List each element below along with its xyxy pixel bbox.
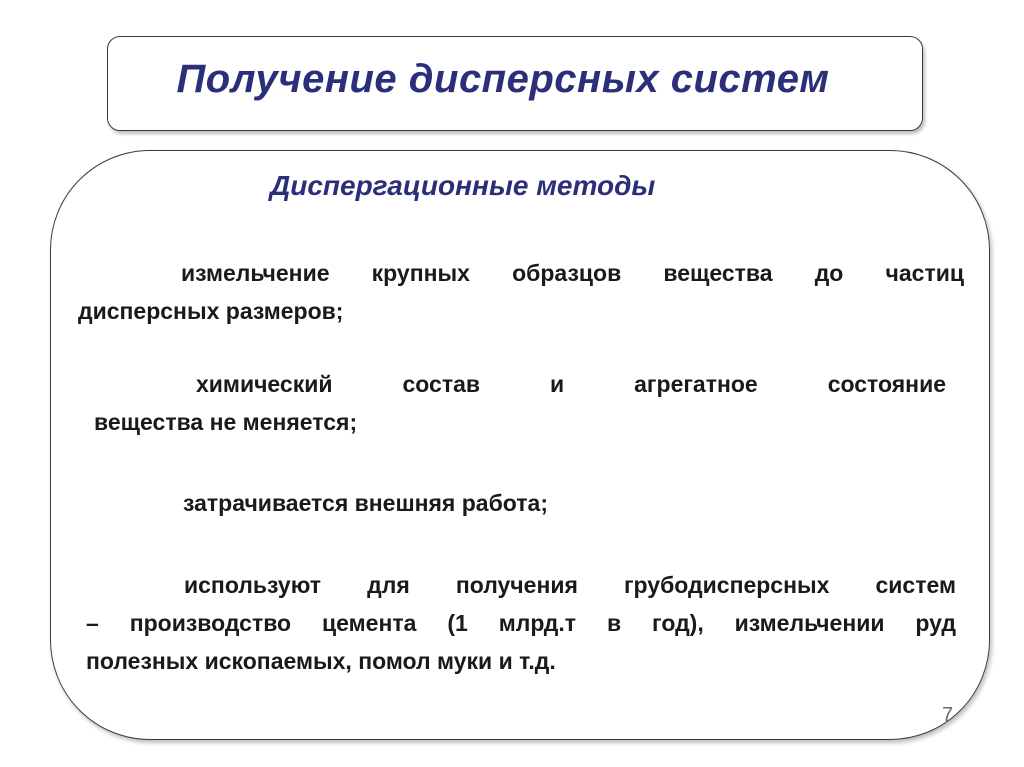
paragraph-line: дисперсных размеров; [78, 298, 344, 324]
paragraph-line: затрачивается внешняя работа; [183, 490, 548, 516]
paragraph-composition [94, 365, 946, 441]
section-subtitle: Диспергационные методы [270, 170, 656, 201]
paragraph-line: – производство цемента (1 млрд.т в год), измельчении руд [86, 610, 956, 636]
title-box [107, 36, 923, 131]
slide-title: Получение дисперсных систем [176, 57, 830, 101]
paragraph-usage [86, 566, 956, 680]
paragraph-line: используют для получения грубодисперсных систем [184, 572, 956, 598]
paragraph-grinding [78, 254, 964, 330]
paragraph-line: полезных ископаемых, помол муки и т.д. [86, 648, 556, 674]
paragraph-line: химический состав и агрегатное состояние [196, 371, 946, 397]
paragraph-line: вещества не меняется; [94, 409, 358, 435]
paragraph-line: измельчение крупных образцов вещества до частиц [181, 260, 964, 286]
paragraph-work [183, 484, 943, 522]
page-number: 7 [942, 704, 954, 726]
